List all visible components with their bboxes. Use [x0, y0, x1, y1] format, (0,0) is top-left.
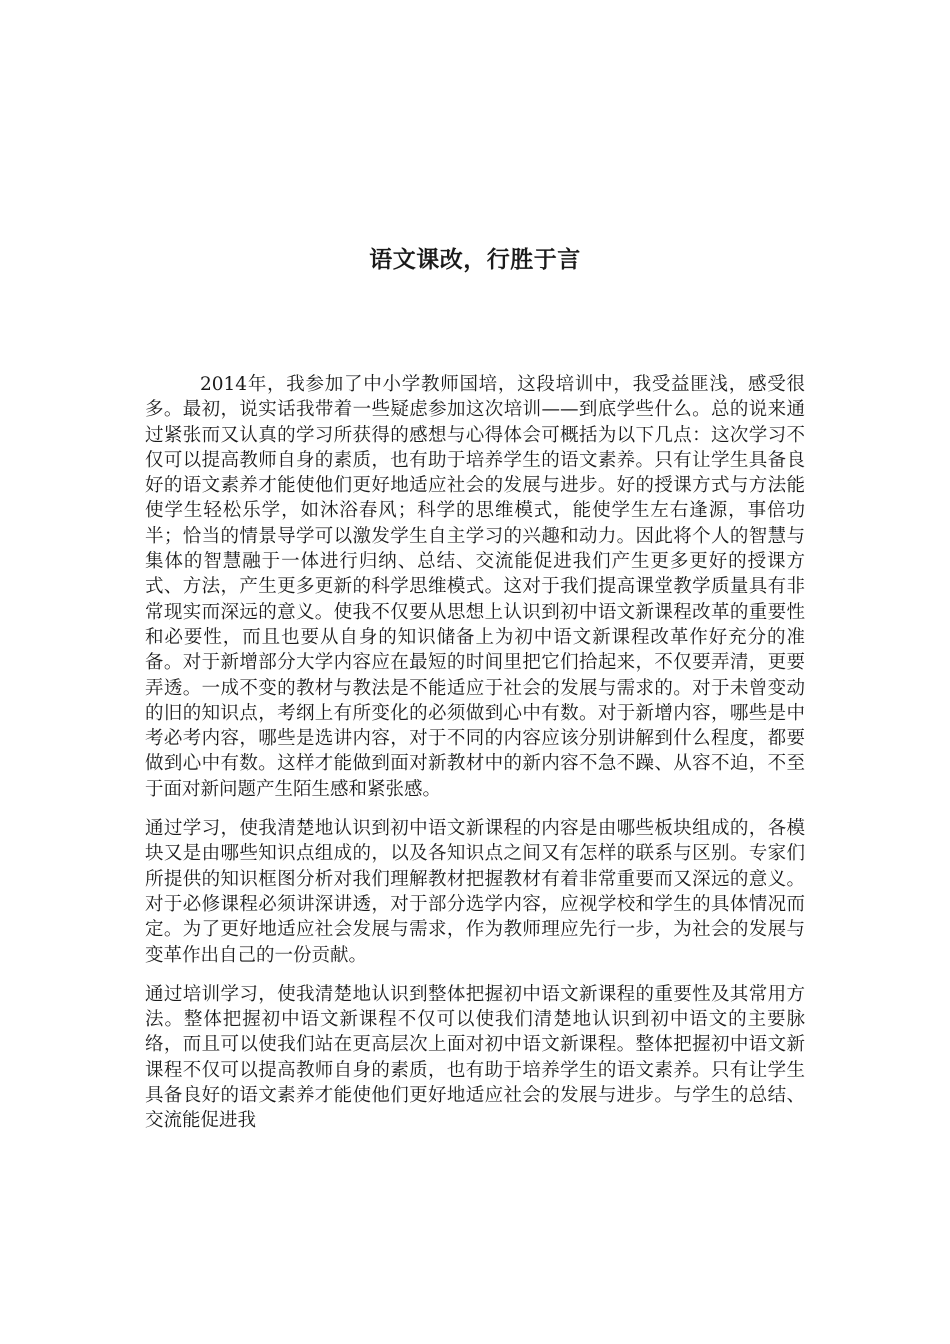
- body-paragraph-2: 通过学习，使我清楚地认识到初中语文新课程的内容是由哪些板块组成的，各模块又是由哪些知识点组成的，以及各知识点之间又有怎样的联系与区别。专家们所提供的知识框图分析对我们理解教材把握教材有着非常重要而又深远的意义。对于必修课程必须讲深讲透，对于部分选学内容，应视学校和学生的具体情况而定。为了更好地适应社会发展与需求，作为教师理应先行一步，为社会的发展与变革作出自己的一份贡献。: [145, 818, 805, 966]
- body-paragraph-1: 2014年，我参加了中小学教师国培，这段培训中，我受益匪浅，感受很多。最初，说实话我带着一些疑虑参加这次培训——到底学些什么。总的说来通过紧张而又认真的学习所获得的感想与心得体会可概括为以下几点：这次学习不仅可以提高教师自身的素质，也有助于培养学生的语文素养。只有让学生具备良好的语文素养才能使他们更好地适应社会的发展与进步。好的授课方式与方法能使学生轻松乐学，如沐浴春风；科学的思维模式，能使学生左右逢源，事倍功半；恰当的情景导学可以激发学生自主学习的兴趣和动力。因此将个人的智慧与集体的智慧融于一体进行归纳、总结、交流能促进我们产生更多更好的授课方式、方法，产生更多更新的科学思维模式。这对于我们提高课堂教学质量具有非常现实而深远的意义。使我不仅要从思想上认识到初中语文新课程改革的重要性和必要性，而且也要从自身的知识储备上为初中语文新课程改革作好充分的准备。对于新增部分大学内容应在最短的时间里把它们拾起来，不仅要弄清，更要弄透。一成不变的教材与教法是不能适应于社会的发展与需求的。对于未曾变动的旧的知识点，考纲上有所变化的必须做到心中有数。对于新增内容，哪些是中考必考内容，哪些是选讲内容，对于不同的内容应该分别讲解到什么程度，都要做到心中有数。这样才能做到面对新教材中的新内容不急不躁、从容不迫，不至于面对新问题产生陌生感和紧张感。: [145, 374, 805, 800]
- body-paragraph-3: 通过培训学习，使我清楚地认识到整体把握初中语文新课程的重要性及其常用方法。整体把握初中语文新课程不仅可以使我们清楚地认识到初中语文的主要脉络，而且可以使我们站在更高层次上面对初中语文新课程。整体把握初中语文新课程不仅可以提高教师自身的素质，也有助于培养学生的语文素养。只有让学生具备良好的语文素养才能使他们更好地适应社会的发展与进步。与学生的总结、交流能促进我: [145, 983, 805, 1132]
- document-title: 语文课改，行胜于言: [369, 247, 581, 273]
- document-body: [145, 372, 805, 1148]
